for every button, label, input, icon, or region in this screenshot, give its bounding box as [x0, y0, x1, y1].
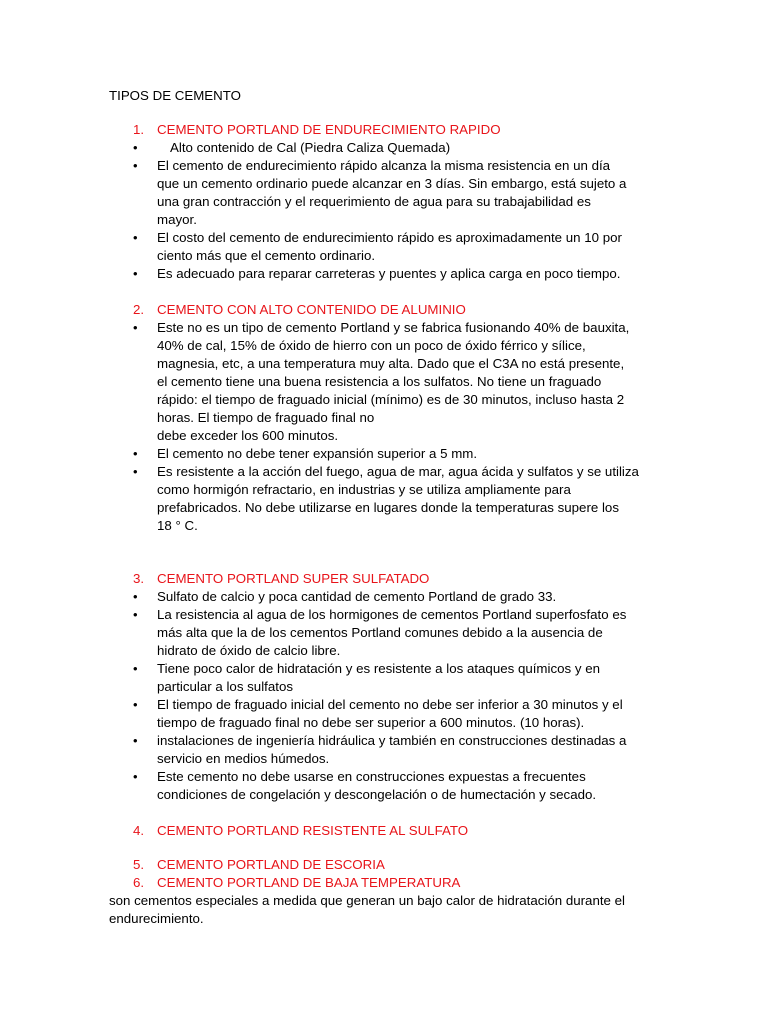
bullet-icon: •: [133, 607, 138, 622]
section-2-heading: CEMENTO CON ALTO CONTENIDO DE ALUMINIO: [157, 302, 466, 317]
bullet-icon: •: [133, 446, 138, 461]
section-3-bullet-2-line: más alta que la de los cementos Portland comunes debido a la ausencia de: [157, 625, 603, 640]
section-4-heading: CEMENTO PORTLAND RESISTENTE AL SULFATO: [157, 823, 469, 838]
bullet-icon: •: [133, 464, 138, 479]
section-1-heading: CEMENTO PORTLAND DE ENDURECIMIENTO RAPIDO: [157, 122, 501, 137]
section-2-bullet-1-line: rápido: el tiempo de fraguado inicial (mínimo) es de 30 minutos, incluso hasta 2: [157, 392, 625, 407]
section-3-bullet-4-line: El tiempo de fraguado inicial del cemento no debe ser inferior a 30 minutos y el: [157, 697, 623, 712]
section-2-number: 2.: [133, 302, 145, 317]
section-4-number: 4.: [133, 823, 145, 838]
bullet-icon: •: [133, 589, 138, 604]
section-3-bullet-5-line: instalaciones de ingeniería hidráulica y también en construcciones destinadas a: [157, 733, 627, 748]
section-5-number: 5.: [133, 857, 145, 872]
section-1-bullet-2-line: que un cemento ordinario puede alcanzar en 3 días. Sin embargo, está sujeto a: [157, 176, 627, 191]
section-2-bullet-1-line: horas. El tiempo de fraguado final no: [157, 410, 375, 425]
section-3-bullet-3-line: Tiene poco calor de hidratación y es resistente a los ataques químicos y en: [157, 661, 600, 676]
bullet-icon: •: [133, 158, 138, 173]
section-1-bullet-3-line: El costo del cemento de endurecimiento rápido es aproximadamente un 10 por: [157, 230, 622, 245]
section-1-number: 1.: [133, 122, 145, 137]
section-1-bullet-2-line: mayor.: [157, 212, 197, 227]
section-1-bullet-1: Alto contenido de Cal (Piedra Caliza Quemada): [170, 140, 451, 155]
bullet-icon: •: [133, 697, 138, 712]
section-1-bullet-4: Es adecuado para reparar carreteras y puentes y aplica carga en poco tiempo.: [157, 266, 621, 281]
section-2-bullet-3-line: prefabricados. No debe utilizarse en lugares donde la temperaturas supere los: [157, 500, 619, 515]
section-3-bullet-6-line: condiciones de congelación y descongelación o de humectación y secado.: [157, 787, 597, 802]
section-2-bullet-2: El cemento no debe tener expansión superior a 5 mm.: [157, 446, 478, 461]
section-1-bullet-2-line: una gran contracción y el requerimiento de agua para su trabajabilidad es: [157, 194, 591, 209]
section-3-bullet-5-line: servicio en medios húmedos.: [157, 751, 330, 766]
bullet-icon: •: [133, 769, 138, 784]
section-6-number: 6.: [133, 875, 145, 890]
section-3-number: 3.: [133, 571, 145, 586]
bullet-icon: •: [133, 320, 138, 335]
section-3-heading: CEMENTO PORTLAND SUPER SULFATADO: [157, 571, 430, 586]
section-3-bullet-6-line: Este cemento no debe usarse en construcciones expuestas a frecuentes: [157, 769, 586, 784]
bullet-icon: •: [133, 266, 138, 281]
section-6-paragraph-line: son cementos especiales a medida que generan un bajo calor de hidratación durante el: [109, 893, 625, 908]
section-2-bullet-1-line: magnesia, etc, a una temperatura muy alta. Dado que el C3A no está presente,: [157, 356, 625, 371]
section-1-bullet-3-line: ciento más que el cemento ordinario.: [157, 248, 376, 263]
section-3-bullet-2-line: hidrato de óxido de calcio libre.: [157, 643, 341, 658]
section-2-bullet-3-line: como hormigón refractario, en industrias y se utiliza ampliamente para: [157, 482, 571, 497]
section-6-paragraph-line: endurecimiento.: [109, 911, 204, 926]
bullet-icon: •: [133, 733, 138, 748]
section-6-heading: CEMENTO PORTLAND DE BAJA TEMPERATURA: [157, 875, 461, 890]
section-2-bullet-1-line: el cemento tiene una buena resistencia a los sulfatos. No tiene un fraguado: [157, 374, 602, 389]
section-3-bullet-1: Sulfato de calcio y poca cantidad de cemento Portland de grado 33.: [157, 589, 557, 604]
section-5-heading: CEMENTO PORTLAND DE ESCORIA: [157, 857, 385, 872]
section-3-bullet-3-line: particular a los sulfatos: [157, 679, 293, 694]
section-2-bullet-1-line: debe exceder los 600 minutos.: [157, 428, 339, 443]
section-3-bullet-4-line: tiempo de fraguado final no debe ser superior a 600 minutos. (10 horas).: [157, 715, 585, 730]
section-2-bullet-3-line: Es resistente a la acción del fuego, agua de mar, agua ácida y sulfatos y se utiliza: [157, 464, 639, 479]
section-1-bullet-2-line: El cemento de endurecimiento rápido alcanza la misma resistencia en un día: [157, 158, 611, 173]
bullet-icon: •: [133, 661, 138, 676]
bullet-icon: •: [133, 230, 138, 245]
document-title: TIPOS DE CEMENTO: [109, 88, 242, 103]
bullet-icon: •: [133, 140, 138, 155]
section-3-bullet-2-line: La resistencia al agua de los hormigones de cementos Portland superfosfato es: [157, 607, 627, 622]
section-2-bullet-3-line: 18 ° C.: [157, 518, 198, 533]
section-2-bullet-1-line: Este no es un tipo de cemento Portland y se fabrica fusionando 40% de bauxita,: [157, 320, 630, 335]
section-2-bullet-1-line: 40% de cal, 15% de óxido de hierro con un poco de óxido férrico y sílice,: [157, 338, 586, 353]
